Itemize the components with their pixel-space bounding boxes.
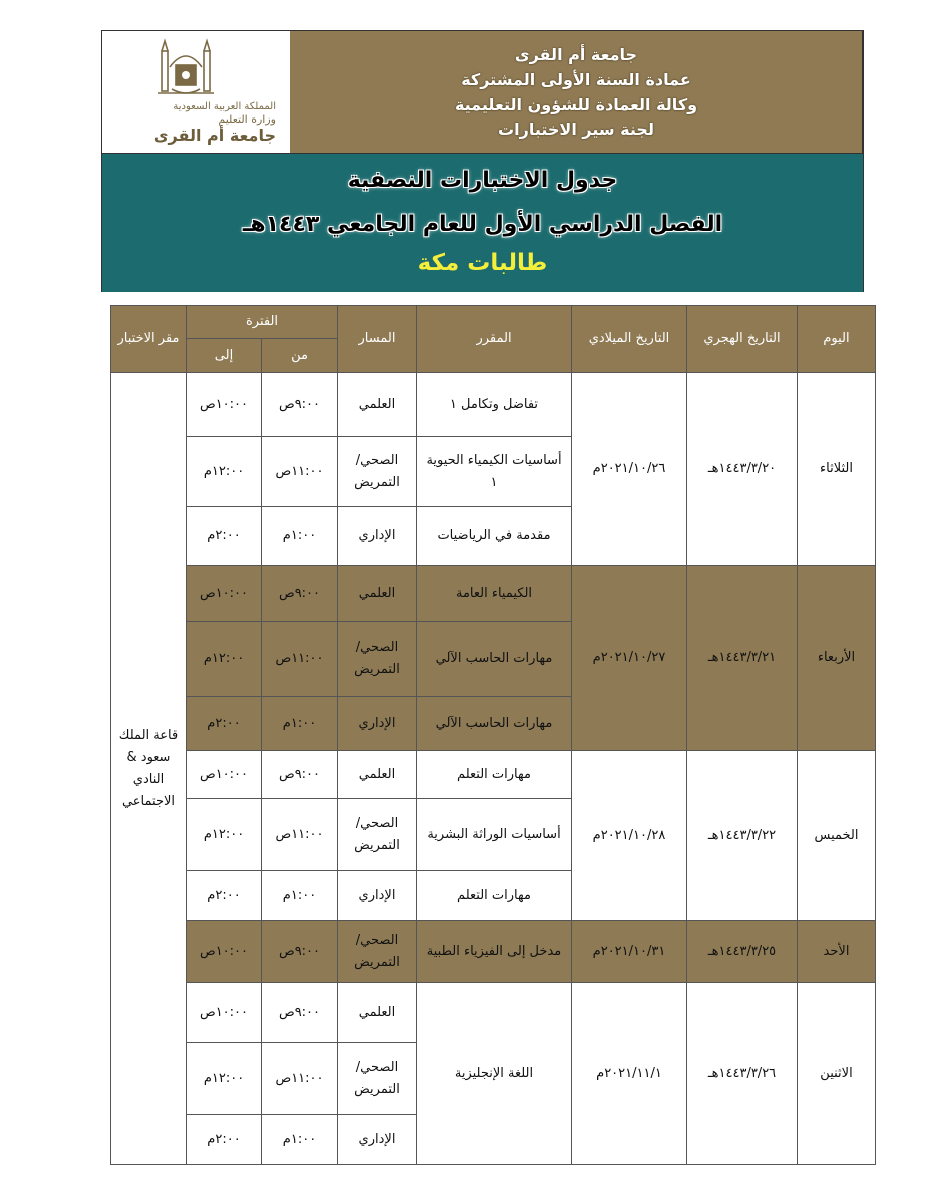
- start-time-cell: ٩:٠٠ص: [262, 566, 338, 622]
- end-time-cell: ١٢:٠٠م: [187, 1043, 262, 1115]
- course-cell: مهارات التعلم: [417, 751, 572, 799]
- document-header: [101, 30, 864, 292]
- day-cell: الاثنين: [798, 983, 876, 1165]
- header-hijri-date: التاريخ الهجري: [687, 306, 798, 373]
- table-row: [111, 983, 876, 1043]
- day-cell: الخميس: [798, 751, 876, 921]
- end-time-cell: ٢:٠٠م: [187, 1115, 262, 1165]
- course-cell: تفاضل وتكامل ١: [417, 373, 572, 437]
- end-time-cell: ١٠:٠٠ص: [187, 983, 262, 1043]
- header-line-committee: لجنة سير الاختبارات: [498, 120, 654, 139]
- header-venue: مقر الاختبار: [111, 306, 187, 373]
- course-cell: الكيمياء العامة: [417, 566, 572, 622]
- end-time-cell: ١٠:٠٠ص: [187, 373, 262, 437]
- hijri-date-cell: ١٤٤٣/٣/٢١هـ: [687, 566, 798, 751]
- logo-country-text: المملكة العربية السعودية: [173, 101, 276, 112]
- start-time-cell: ١١:٠٠ص: [262, 622, 338, 697]
- end-time-cell: ١٢:٠٠م: [187, 799, 262, 871]
- gregorian-date-cell: ٢٠٢١/١٠/٢٨م: [572, 751, 687, 921]
- track-cell: الإداري: [338, 507, 417, 566]
- end-time-cell: ٢:٠٠م: [187, 871, 262, 921]
- header-line-university: جامعة أم القرى: [514, 45, 638, 64]
- track-cell: الصحي/ التمريض: [338, 1043, 417, 1115]
- university-logo: [102, 31, 290, 153]
- start-time-cell: ١١:٠٠ص: [262, 799, 338, 871]
- start-time-cell: ٩:٠٠ص: [262, 921, 338, 983]
- hijri-date-cell: ١٤٤٣/٣/٢٦هـ: [687, 983, 798, 1165]
- course-cell: أساسيات الكيمياء الحيوية ١: [417, 437, 572, 507]
- track-cell: الصحي/ التمريض: [338, 921, 417, 983]
- start-time-cell: ١:٠٠م: [262, 871, 338, 921]
- end-time-cell: ١٠:٠٠ص: [187, 751, 262, 799]
- header-line-deanship: عمادة السنة الأولى المشتركة: [461, 70, 691, 89]
- track-cell: العلمي: [338, 566, 417, 622]
- course-cell: مهارات التعلم: [417, 871, 572, 921]
- header-organization-block: [290, 31, 863, 153]
- hijri-date-cell: ١٤٤٣/٣/٢٥هـ: [687, 921, 798, 983]
- header-line-agency: وكالة العمادة للشؤون التعليمية: [454, 95, 698, 114]
- end-time-cell: ١٢:٠٠م: [187, 437, 262, 507]
- campus-subtitle: طالبات مكة: [417, 250, 548, 276]
- hijri-date-cell: ١٤٤٣/٣/٢٢هـ: [687, 751, 798, 921]
- end-time-cell: ١٢:٠٠م: [187, 622, 262, 697]
- course-cell: مقدمة في الرياضيات: [417, 507, 572, 566]
- venue-cell: قاعة الملك سعود & النادي الاجتماعي: [111, 373, 187, 1165]
- university-emblem-icon: [154, 37, 218, 99]
- start-time-cell: ١١:٠٠ص: [262, 437, 338, 507]
- start-time-cell: ٩:٠٠ص: [262, 373, 338, 437]
- table-row: [111, 751, 876, 799]
- table-header-row: [111, 306, 876, 339]
- header-title-block: [102, 153, 863, 292]
- track-cell: العلمي: [338, 983, 417, 1043]
- track-cell: الصحي/ التمريض: [338, 799, 417, 871]
- end-time-cell: ١٠:٠٠ص: [187, 921, 262, 983]
- start-time-cell: ١:٠٠م: [262, 507, 338, 566]
- day-cell: الثلاثاء: [798, 373, 876, 566]
- track-cell: الصحي/ التمريض: [338, 437, 417, 507]
- end-time-cell: ١٠:٠٠ص: [187, 566, 262, 622]
- start-time-cell: ١:٠٠م: [262, 1115, 338, 1165]
- header-course: المقرر: [417, 306, 572, 373]
- document-title: جدول الاختبارات النصفية: [347, 168, 618, 193]
- course-cell: اللغة الإنجليزية: [417, 983, 572, 1165]
- header-period: الفترة: [187, 306, 338, 339]
- start-time-cell: ١:٠٠م: [262, 697, 338, 751]
- day-cell: الأربعاء: [798, 566, 876, 751]
- logo-university-text: جامعة أم القرى: [153, 126, 276, 145]
- exam-schedule-table: [110, 305, 876, 1165]
- track-cell: الإداري: [338, 697, 417, 751]
- gregorian-date-cell: ٢٠٢١/١٠/٢٦م: [572, 373, 687, 566]
- track-cell: الإداري: [338, 871, 417, 921]
- semester-subtitle: الفصل الدراسي الأول للعام الجامعي ١٤٤٣هـ: [242, 212, 723, 237]
- table-row: [111, 566, 876, 622]
- day-cell: الأحد: [798, 921, 876, 983]
- course-cell: مدخل إلى الفيزياء الطبية: [417, 921, 572, 983]
- header-from: من: [262, 339, 338, 373]
- track-cell: الإداري: [338, 1115, 417, 1165]
- course-cell: مهارات الحاسب الآلي: [417, 622, 572, 697]
- table-row: [111, 373, 876, 437]
- header-day: اليوم: [798, 306, 876, 373]
- gregorian-date-cell: ٢٠٢١/١١/١م: [572, 983, 687, 1165]
- hijri-date-cell: ١٤٤٣/٣/٢٠هـ: [687, 373, 798, 566]
- table-row: [111, 921, 876, 983]
- start-time-cell: ١١:٠٠ص: [262, 1043, 338, 1115]
- track-cell: الصحي/ التمريض: [338, 622, 417, 697]
- header-to: إلى: [187, 339, 262, 373]
- track-cell: العلمي: [338, 373, 417, 437]
- logo-ministry-text: وزارة التعليم: [218, 113, 276, 126]
- end-time-cell: ٢:٠٠م: [187, 697, 262, 751]
- end-time-cell: ٢:٠٠م: [187, 507, 262, 566]
- header-gregorian-date: التاريخ الميلادي: [572, 306, 687, 373]
- header-track: المسار: [338, 306, 417, 373]
- course-cell: أساسيات الوراثة البشرية: [417, 799, 572, 871]
- gregorian-date-cell: ٢٠٢١/١٠/٣١م: [572, 921, 687, 983]
- track-cell: العلمي: [338, 751, 417, 799]
- header-top-band: [102, 31, 863, 153]
- start-time-cell: ٩:٠٠ص: [262, 983, 338, 1043]
- gregorian-date-cell: ٢٠٢١/١٠/٢٧م: [572, 566, 687, 751]
- start-time-cell: ٩:٠٠ص: [262, 751, 338, 799]
- course-cell: مهارات الحاسب الآلي: [417, 697, 572, 751]
